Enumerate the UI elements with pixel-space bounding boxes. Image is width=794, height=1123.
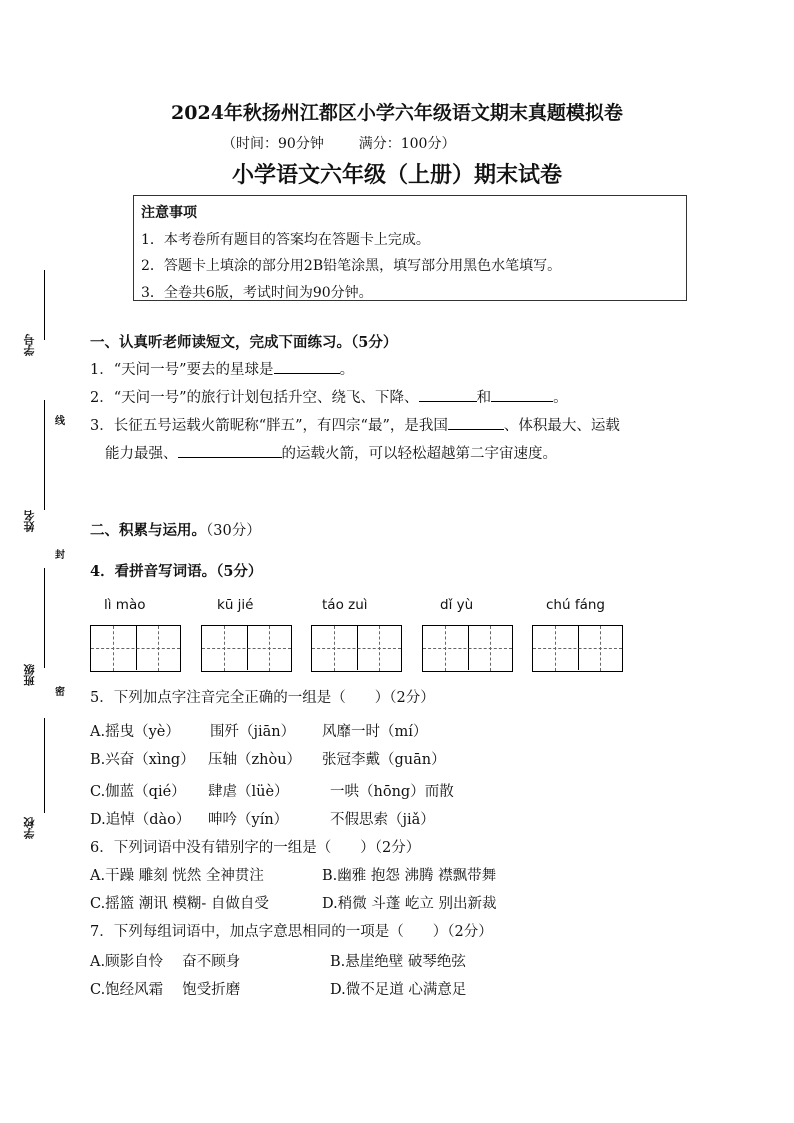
notice-box <box>133 195 687 301</box>
q5-c-1: C.伽蓝（qié） <box>90 784 186 800</box>
q3-text-3: 能力最强、 <box>105 446 178 462</box>
writing-grid-3[interactable] <box>311 625 402 672</box>
q5-d-3: 不假思索（jiǎ） <box>330 812 435 828</box>
notice-item-2: 2．答题卡上填涂的部分用2B铅笔涂黑，填写部分用黑色水笔填写。 <box>141 258 562 274</box>
notice-title: 注意事项 <box>141 205 197 221</box>
question-3-cont <box>105 442 557 463</box>
section2-heading <box>90 519 261 540</box>
binding-line-2 <box>44 400 45 510</box>
q3-text-4: 的运载火箭，可以轻松超越第二宇宙速度。 <box>281 446 557 462</box>
q2-and: 和 <box>476 390 492 406</box>
pinyin-4: dǐ yù <box>440 597 474 613</box>
margin-label-name: 姓名 <box>23 510 36 532</box>
binding-line-3 <box>44 568 45 668</box>
q2-text: 2．“天问一号”的旅行计划包括升空、绕飞、下降、 <box>90 390 419 406</box>
binding-line-4 <box>44 718 45 813</box>
q2-blank-2[interactable] <box>491 387 553 402</box>
section1-heading: 一、认真听老师读短文，完成下面练习。（5分） <box>90 334 398 351</box>
q7-option-c: C.饱经风霜 饱受折磨 <box>90 982 241 998</box>
q3-text-2: 、体积最大、运载 <box>503 418 620 434</box>
q7-option-b: B.悬崖绝壁 破琴绝弦 <box>330 954 466 970</box>
exam-title: 2024年秋扬州江都区小学六年级语文期末真题模拟卷 <box>171 102 623 124</box>
margin-label-class: 班级 <box>23 664 36 686</box>
question-2 <box>90 386 568 407</box>
q3-blank-1[interactable] <box>448 415 504 430</box>
writing-grid-1[interactable] <box>90 625 181 672</box>
question-1 <box>90 358 354 379</box>
q7-option-a: A.顾影自怜 奋不顾身 <box>90 954 241 970</box>
q5-b-3: 张冠李戴（guān） <box>322 752 446 768</box>
pinyin-5: chú fáng <box>546 597 605 613</box>
q5-d-2: 呻吟（yín） <box>208 812 289 828</box>
writing-grid-4[interactable] <box>422 625 513 672</box>
exam-subtitle <box>222 133 455 153</box>
writing-grid-2[interactable] <box>201 625 292 672</box>
q5-a-1: A.摇曳（yè） <box>90 724 180 740</box>
exam-main-title: 小学语文六年级（上册）期末试卷 <box>231 162 562 188</box>
q5-a-3: 风靡一时（mí） <box>322 724 428 740</box>
q5-b-2: 压轴（zhòu） <box>208 752 302 768</box>
question-5: 5．下列加点字注音完全正确的一组是（ ）（2分） <box>90 690 435 706</box>
q5-c-3: 一哄（hōng）而散 <box>330 784 454 800</box>
q6-option-d: D.稍微 斗蓬 屹立 别出新裁 <box>322 896 497 912</box>
q7-option-d: D.微不足道 心满意足 <box>330 982 467 998</box>
margin-label-school: 学校 <box>23 817 36 839</box>
margin-label-student-id: 学号 <box>23 334 36 356</box>
q5-c-2: 肆虐（lüè） <box>208 784 289 800</box>
question-3 <box>90 414 620 435</box>
q1-blank[interactable] <box>274 359 340 374</box>
q6-option-b: B.幽雅 抱怨 沸腾 襟飘带舞 <box>322 868 497 884</box>
pinyin-1: lì mào <box>104 597 146 613</box>
seal-char-secret: 密 <box>55 687 65 698</box>
q3-blank-2[interactable] <box>178 443 282 458</box>
section2-heading-bold: 二、积累与运用。 <box>90 522 206 539</box>
pinyin-2: kū jié <box>217 597 254 613</box>
seal-char-line: 线 <box>55 416 65 427</box>
q2-end: 。 <box>553 390 568 406</box>
q3-text: 3．长征五号运载火箭昵称“胖五”，有四宗“最”，是我国 <box>90 418 448 434</box>
q6-option-a: A.干躁 雕刻 恍然 全神贯注 <box>90 868 264 884</box>
notice-item-3: 3．全卷共6版，考试时间为90分钟。 <box>141 285 373 301</box>
q5-d-1: D.追悼（dào） <box>90 812 191 828</box>
question-4: 4．看拼音写词语。（5分） <box>90 563 263 580</box>
exam-time: （时间：90分钟 <box>222 136 324 152</box>
q5-b-1: B.兴奋（xìng） <box>90 752 195 768</box>
q6-option-c: C.摇篮 潮讯 模糊- 自做自受 <box>90 896 269 912</box>
binding-line-1 <box>44 270 45 340</box>
question-7: 7．下列每组词语中，加点字意思相同的一项是（ ）（2分） <box>90 924 493 940</box>
pinyin-3: táo zuì <box>322 597 368 613</box>
question-6: 6．下列词语中没有错别字的一组是（ ）（2分） <box>90 840 421 856</box>
q5-a-2: 围歼（jiān） <box>210 724 296 740</box>
q2-blank-1[interactable] <box>419 387 477 402</box>
section2-heading-score: （30分） <box>206 523 261 539</box>
writing-grid-5[interactable] <box>532 625 623 672</box>
q1-end: 。 <box>339 362 355 378</box>
notice-item-1: 1．本考卷所有题目的答案均在答题卡上完成。 <box>141 232 430 248</box>
q1-text: 1．“天问一号”要去的星球是 <box>90 362 274 378</box>
seal-char-seal: 封 <box>55 550 65 561</box>
exam-score: 满分：100分） <box>358 136 456 152</box>
